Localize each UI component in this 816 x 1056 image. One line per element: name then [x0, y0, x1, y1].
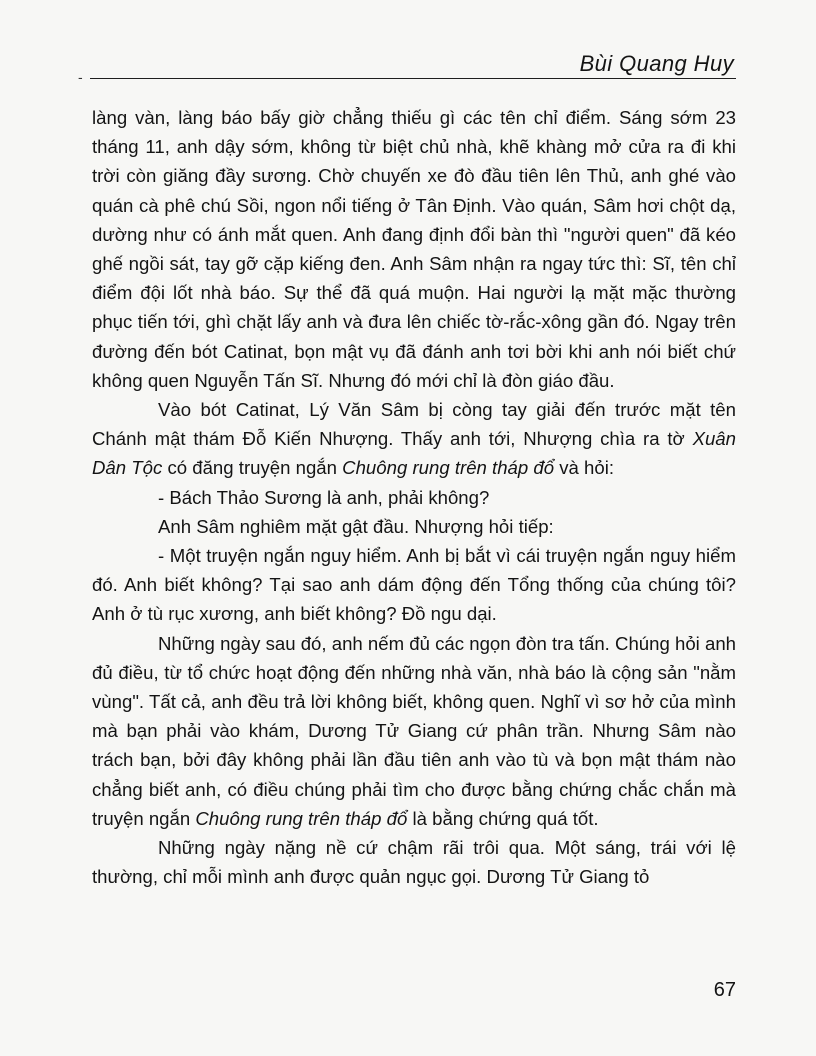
paragraph-4 — [92, 629, 736, 833]
paragraph-text: và hỏi: — [554, 457, 615, 479]
paragraph-text: là bằng chứng quá tốt. — [407, 807, 599, 829]
newspaper-title: Xuân Dân Tộc — [92, 428, 736, 479]
dialogue-line-1 — [92, 483, 736, 512]
dialogue-text: - Bách Thảo Sương là anh, phải không? — [158, 486, 490, 508]
paragraph-text: có đăng truyện ngắn — [162, 457, 343, 479]
body-text — [92, 103, 736, 891]
paragraph-text: Anh Sâm nghiêm mặt gật đầu. Nhượng hỏi tiếp: — [158, 515, 554, 537]
header-tick-mark: - — [78, 69, 83, 85]
paragraph-5 — [92, 833, 736, 891]
paragraph-text: Những ngày sau đó, anh nếm đủ các ngọn đòn tra tấn. Chúng hỏi anh đủ điều, từ tổ chức hoạt động đến những nhà văn, nhà báo là cộng sản "nằm vùng". Tất cả, anh đều trả lời không biết, không quen. Nghĩ vì sơ hở của mình mà bạn phải vào khám, Dương Tử Giang cứ phân trần. Nhưng Sâm nào trách bạn, bởi đây không phải lần đầu tiên anh vào tù và bọn mật thám nào chẳng biết anh, có điều chúng phải tìm cho được bằng chứng chắc chắn mà truyện ngắn — [92, 632, 736, 829]
header-rule — [90, 78, 736, 79]
paragraph-1 — [92, 103, 736, 395]
dialogue-text: - Một truyện ngắn nguy hiểm. Anh bị bắt vì cái truyện ngắn nguy hiểm đó. Anh biết không? Tại sao anh dám động đến Tổng thống của chúng tôi? Anh ở tù rục xương, anh biết không? Đồ ngu dại. — [92, 545, 736, 625]
page-number: 67 — [713, 979, 736, 1001]
paragraph-text: Vào bót Catinat, Lý Văn Sâm bị còng tay giải đến trước mặt tên Chánh mật thám Đỗ Kiến Nhượng. Thấy anh tới, Nhượng chìa ra tờ — [92, 399, 736, 450]
dialogue-line-2 — [92, 541, 736, 629]
paragraph-text: Những ngày nặng nề cứ chậm rãi trôi qua. Một sáng, trái với lệ thường, chỉ mỗi mình anh được quản ngục gọi. Dương Tử Giang tỏ — [92, 837, 736, 888]
story-title: Chuông rung trên tháp đổ — [342, 457, 555, 479]
running-head-author: Bùi Quang Huy — [579, 51, 734, 76]
paragraph-3 — [92, 512, 736, 541]
story-title: Chuông rung trên tháp đổ — [195, 807, 408, 829]
paragraph-text: làng vàn, làng báo bấy giờ chẳng thiếu gì các tên chỉ điểm. Sáng sớm 23 tháng 11, anh dậy sớm, không từ biệt chủ nhà, khẽ khàng mở cửa ra đi khi trời còn giăng đầy sương. Chờ chuyến xe đò đầu tiên lên Thủ, anh ghé vào quán cà phê chú Sồi, ngon nổi tiếng ở Tân Định. Vào quán, Sâm hơi chột dạ, dường như có ánh mắt quen. Anh đang định đổi bàn thì "người quen" đã kéo ghế ngồi sát, tay gỡ cặp kiếng đen. Anh Sâm nhận ra ngay tức thì: Sĩ, tên chỉ điểm đội lốt nhà báo. Sự thể đã quá muộn. Hai người lạ mặt mặc thường phục tiến tới, ghì chặt lấy anh và đưa lên chiếc tờ-rắc-xông gần đó. Ngay trên đường đến bót Catinat, bọn mật vụ đã đánh anh tơi bời khi anh nói biết chứ không quen Nguyễn Tấn Sĩ. Nhưng đó mới chỉ là đòn giáo đầu. — [92, 107, 736, 391]
paragraph-2 — [92, 395, 736, 483]
